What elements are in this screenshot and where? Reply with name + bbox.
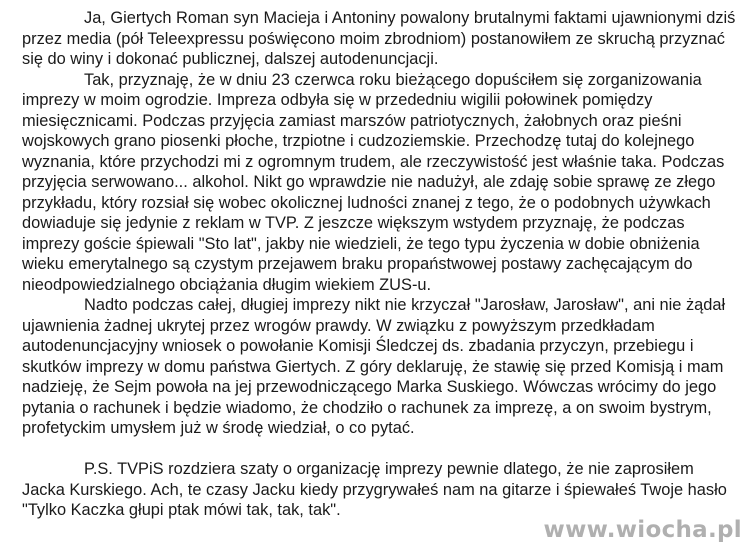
postscript-paragraph: P.S. TVPiS rozdziera szaty o organizację imprezy pewnie dlatego, że nie zaprosiłem Jacka Kurskiego. Ach, te czasy Jacku kiedy przygrywałeś nam na gitarze i śpiewałeś Twoje hasło "Tylko Kaczka głupi ptak mówi tak, tak, tak". (22, 460, 727, 519)
document-body (22, 8, 738, 521)
site-watermark: www.wiocha.pl (543, 517, 742, 543)
paragraph-commission-request: Nadto podczas całej, długiej imprezy nikt nie krzyczał "Jarosław, Jarosław", ani nie żądał ujawnienia żadnej ukrytej przez wrogów prawdy. W związku z powyższym przedkładam autodenuncjacyjny wniosek o powołanie Komisji Śledczej ds. zbadania przyczyn, przebiegu i skutków imprezy w domu państwa Giertych. Z góry deklaruję, że stawię się przed Komisją i mam nadzieję, że Sejm powoła na jej przewodniczącego Marka Suskiego. Wówczas wrócimy do jego pytania o rachunek i będzie wiadomo, że chodziło o rachunek za imprezę, a on swoim bystrym, profetyckim umysłem już w środę wiedział, o co pytać. (22, 296, 726, 437)
paragraph-spacer (22, 439, 738, 460)
paragraph-party-details: Tak, przyznaję, że w dniu 23 czerwca roku bieżącego dopuściłem się zorganizowania imprezy w moim ogrodzie. Impreza odbyła się w przededniu wigilii połowinek pomiędzy miesięcznicami. Podczas przyjęcia zamiast marszów patriotycznych, żałobnych oraz pieśni wojskowych grano piosenki płoche, trzpiotne i cudzoziemskie. Przechodzę tutaj do kolejnego wyznania, które przychodzi mi z ogromnym trudem, ale rzeczywistość jest właśnie taka. Podczas przyjęcia serwowano... alkohol. Nikt go wprawdzie nie nadużył, ale zdaję sobie sprawę ze złego przykładu, który rozsiał się wobec okolicznej ludności znanej z tego, że o podobnych używkach dowiaduje się jedynie z reklam w TVP. Z jeszcze większym wstydem przyznaję, że podczas imprezy goście śpiewali "Sto lat", jakby nie wiedzieli, że tego typu życzenia w dobie obniżenia wieku emerytalnego są czystym przejawem braku propaństwowej postawy zachęcającym do nieodpowiedzialnego obciążania długim wiekiem ZUS-u. (22, 70, 725, 294)
paragraph-confession-intro: Ja, Giertych Roman syn Macieja i Antoniny powalony brutalnymi faktami ujawnionymi dziś przez media (pół Teleexpressu poświęcono moim zbrodniom) postanowiłem ze skruchą przyznać się do winy i dokonać publicznej, dalszej autodenuncjacji. (22, 9, 736, 68)
